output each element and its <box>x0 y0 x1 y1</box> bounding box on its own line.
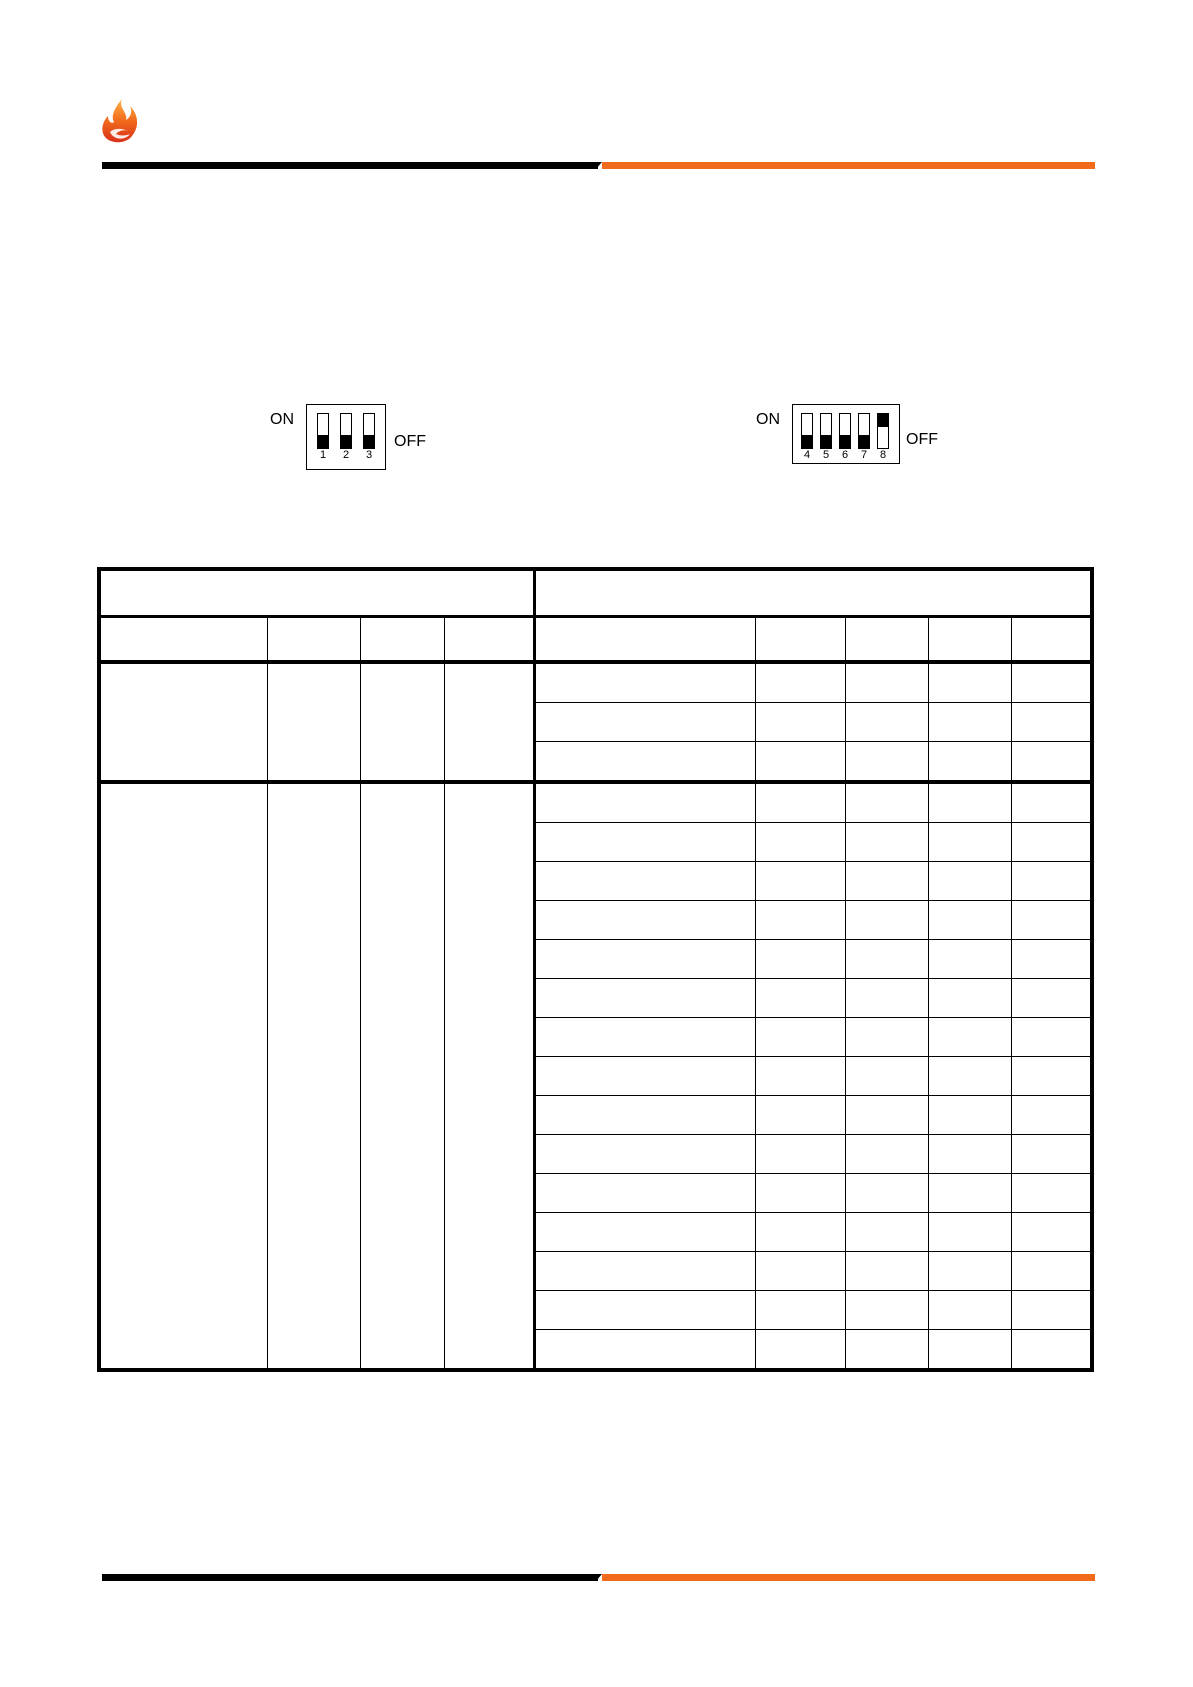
table-cell <box>928 1057 1011 1096</box>
table-cell <box>1012 1174 1092 1213</box>
table-cell <box>928 703 1011 742</box>
dip-left-body <box>306 404 386 470</box>
table-cell <box>846 782 928 823</box>
table-cell <box>846 901 928 940</box>
table-row <box>99 782 1092 823</box>
table-cell <box>928 823 1011 862</box>
table-cell <box>360 662 444 782</box>
table-cell <box>846 940 928 979</box>
dip-switch-6 <box>839 413 851 449</box>
table-cell <box>928 901 1011 940</box>
dip-switch-4-number: 4 <box>803 449 811 461</box>
table-cell <box>1012 1213 1092 1252</box>
table-cell <box>535 862 756 901</box>
table-cell <box>928 862 1011 901</box>
table-cell <box>846 1291 928 1330</box>
table-cell <box>268 662 360 782</box>
table-cell <box>928 782 1011 823</box>
table-cell <box>535 1213 756 1252</box>
table-cell <box>756 1096 846 1135</box>
dip-switch-3 <box>363 413 375 449</box>
table-cell <box>756 901 846 940</box>
table-cell <box>1012 940 1092 979</box>
table-cell <box>928 662 1011 703</box>
dip-switch-5-number: 5 <box>822 449 830 461</box>
table-cell <box>1012 1291 1092 1330</box>
table-col-header <box>928 617 1011 663</box>
settings-table <box>97 567 1094 1372</box>
table-col-header <box>444 617 534 663</box>
table-cell <box>535 782 756 823</box>
table-cell <box>756 703 846 742</box>
table-cell <box>535 940 756 979</box>
table-col-header <box>99 617 268 663</box>
dip-right-off-label: OFF <box>906 431 938 448</box>
table-cell <box>1012 979 1092 1018</box>
table-cell <box>756 1018 846 1057</box>
table-cell <box>846 862 928 901</box>
dip-switch-8-number: 8 <box>879 449 887 461</box>
flame-logo-icon <box>98 98 142 148</box>
table-cell <box>846 1213 928 1252</box>
table-cell <box>756 979 846 1018</box>
table-cell <box>928 1096 1011 1135</box>
table-cell <box>1012 782 1092 823</box>
table-cell <box>846 703 928 742</box>
header-divider <box>102 160 1095 170</box>
table-cell <box>444 662 534 782</box>
table-cell <box>846 742 928 783</box>
table-col-header <box>535 617 756 663</box>
table-cell <box>928 742 1011 783</box>
table-cell <box>535 1330 756 1371</box>
table-cell <box>535 901 756 940</box>
table-cell <box>756 662 846 703</box>
table-group-header-right <box>535 569 1092 617</box>
table-cell <box>928 979 1011 1018</box>
table-cell <box>846 662 928 703</box>
table-cell <box>756 1057 846 1096</box>
table-cell <box>756 1252 846 1291</box>
table-cell <box>846 1057 928 1096</box>
table-cell <box>928 1174 1011 1213</box>
table-cell <box>1012 1252 1092 1291</box>
table-cell <box>1012 1018 1092 1057</box>
table-cell <box>928 1291 1011 1330</box>
table-col-header <box>360 617 444 663</box>
table-cell <box>756 782 846 823</box>
table-cell <box>535 979 756 1018</box>
table-cell <box>846 1174 928 1213</box>
table-cell <box>928 940 1011 979</box>
table-cell <box>535 1252 756 1291</box>
dip-left-off-label: OFF <box>394 433 426 450</box>
table-cell <box>99 782 268 1370</box>
table-col-header <box>756 617 846 663</box>
table-cell <box>1012 823 1092 862</box>
dip-switch-1 <box>317 413 329 449</box>
table-header-row-2 <box>99 617 1092 663</box>
table-col-header <box>1012 617 1092 663</box>
table-cell <box>846 1252 928 1291</box>
table-cell <box>535 742 756 783</box>
table-cell <box>846 1096 928 1135</box>
table-cell <box>756 1330 846 1371</box>
table-cell <box>1012 1096 1092 1135</box>
table-cell <box>535 1291 756 1330</box>
table-cell <box>928 1330 1011 1371</box>
table-cell <box>756 862 846 901</box>
table-cell <box>1012 1330 1092 1371</box>
table-cell <box>535 1018 756 1057</box>
dip-switch-3-number: 3 <box>365 449 373 461</box>
dip-left-on-label: ON <box>270 411 294 428</box>
dip-switch-1-number: 1 <box>319 449 327 461</box>
table-cell <box>535 1135 756 1174</box>
table-cell <box>756 742 846 783</box>
table-cell <box>756 1213 846 1252</box>
table-cell <box>846 979 928 1018</box>
table-cell <box>846 823 928 862</box>
table-cell <box>928 1252 1011 1291</box>
table-col-header <box>846 617 928 663</box>
dip-switch-4 <box>801 413 813 449</box>
table-cell <box>928 1135 1011 1174</box>
dip-switch-left <box>270 404 430 476</box>
dip-switch-right <box>756 404 946 476</box>
dip-right-on-label: ON <box>756 411 780 428</box>
table-cell <box>535 1096 756 1135</box>
table-cell <box>535 823 756 862</box>
table-header-row-1 <box>99 569 1092 617</box>
dip-switch-7 <box>858 413 870 449</box>
table-cell <box>1012 662 1092 703</box>
table-cell <box>756 1174 846 1213</box>
table-row <box>99 662 1092 703</box>
table-cell <box>535 1057 756 1096</box>
table-cell <box>99 662 268 782</box>
table-cell <box>535 1174 756 1213</box>
dip-switch-8 <box>877 413 889 449</box>
table-cell <box>756 823 846 862</box>
table-cell <box>846 1135 928 1174</box>
table-cell <box>928 1213 1011 1252</box>
table-cell <box>756 1291 846 1330</box>
table-cell <box>535 703 756 742</box>
footer-divider <box>102 1572 1095 1582</box>
table-cell <box>535 662 756 703</box>
table-cell <box>1012 703 1092 742</box>
dip-switch-7-number: 7 <box>860 449 868 461</box>
table-col-header <box>268 617 360 663</box>
dip-right-body <box>792 404 900 464</box>
dip-switch-5 <box>820 413 832 449</box>
table-group-header-left <box>99 569 535 617</box>
table-cell <box>1012 1057 1092 1096</box>
table-cell <box>268 782 360 1370</box>
table-cell <box>360 782 444 1370</box>
table-cell <box>1012 742 1092 783</box>
table-cell <box>756 1135 846 1174</box>
table-cell <box>846 1018 928 1057</box>
table-cell <box>1012 901 1092 940</box>
table-cell <box>756 940 846 979</box>
dip-switch-2 <box>340 413 352 449</box>
table-cell <box>444 782 534 1370</box>
dip-switch-2-number: 2 <box>342 449 350 461</box>
table-cell <box>846 1330 928 1371</box>
table-cell <box>928 1018 1011 1057</box>
table-cell <box>1012 1135 1092 1174</box>
dip-switch-6-number: 6 <box>841 449 849 461</box>
table-cell <box>1012 862 1092 901</box>
